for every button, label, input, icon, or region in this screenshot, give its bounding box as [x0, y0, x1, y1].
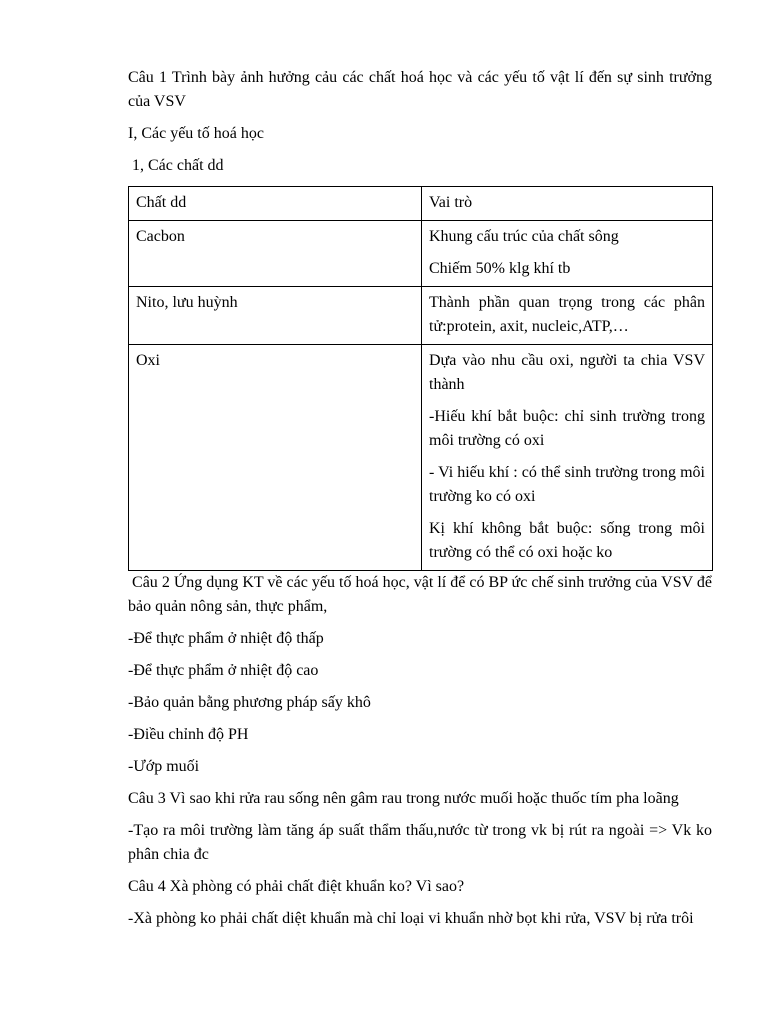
- table-row: [129, 221, 713, 287]
- subsection-heading: 1, Các chất dd: [128, 157, 224, 174]
- list-item: -Để thực phẩm ở nhiệt độ thấp: [128, 630, 324, 647]
- header-cell-role: Vai trò: [422, 187, 713, 221]
- table-row: [129, 287, 713, 345]
- document-page: [128, 66, 716, 931]
- list-item: -Điều chỉnh độ PH: [128, 726, 249, 743]
- substance-cell: Nito, lưu huỳnh: [129, 287, 422, 345]
- list-item: -Để thực phẩm ở nhiệt độ cao: [128, 662, 319, 679]
- role-line: -Hiếu khí bắt buộc: chỉ sinh trường trong môi trường có oxi: [429, 408, 705, 449]
- role-cell: [422, 221, 713, 287]
- role-cell: [422, 287, 713, 345]
- role-line: Khung cấu trúc của chất sông: [429, 228, 619, 245]
- role-line: - Vi hiếu khí : có thể sinh trường trong môi trường ko có oxi: [429, 464, 705, 505]
- table-header-row: [129, 187, 713, 221]
- question-2-title: Câu 2 Ứng dụng KT về các yếu tố hoá học, vật lí để có BP ức chế sinh trưởng của VSV để bảo quản nông sản, thực phẩm,: [128, 574, 716, 615]
- role-cell: [422, 345, 713, 571]
- question-1-title: Câu 1 Trình bày ảnh hưởng cảu các chất hoá học và các yếu tố vật lí đến sự sinh trưởng của VSV: [128, 69, 712, 110]
- question-3-answer: -Tạo ra môi trường làm tăng áp suất thẩm thấu,nước từ trong vk bị rút ra ngoài => Vk ko phân chia đc: [128, 822, 712, 863]
- header-cell-substance: Chất dd: [129, 187, 422, 221]
- list-item: -Bảo quản bằng phương pháp sấy khô: [128, 694, 371, 711]
- section-heading: I, Các yếu tố hoá học: [128, 125, 264, 142]
- nutrient-table: [128, 186, 713, 571]
- role-line: Chiếm 50% klg khí tb: [429, 260, 571, 277]
- role-line: Kị khí không bắt buộc: sống trong môi trường có thể có oxi hoặc ko: [429, 520, 705, 561]
- question-3-title: Câu 3 Vì sao khi rửa rau sống nên gâm rau trong nước muối hoặc thuốc tím pha loãng: [128, 790, 679, 807]
- table-row: [129, 345, 713, 571]
- substance-cell: Cacbon: [129, 221, 422, 287]
- role-line: Dựa vào nhu cầu oxi, người ta chia VSV thành: [429, 352, 705, 393]
- list-item: -Ướp muối: [128, 758, 200, 775]
- substance-cell: Oxi: [129, 345, 422, 571]
- question-4-title: Câu 4 Xà phòng có phải chất điệt khuẩn ko? Vì sao?: [128, 878, 465, 895]
- question-4-answer: -Xà phòng ko phải chất diệt khuẩn mà chỉ loại vi khuẩn nhờ bọt khi rửa, VSV bị rửa trôi: [128, 910, 694, 927]
- role-line: Thành phần quan trọng trong các phân tử:protein, axit, nucleic,ATP,…: [429, 294, 705, 335]
